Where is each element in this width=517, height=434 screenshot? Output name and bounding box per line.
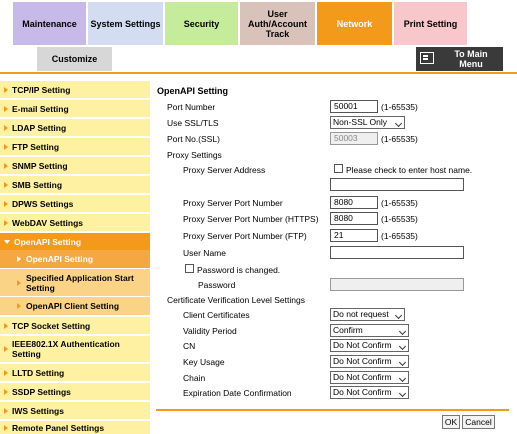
chevron-right-icon [17, 256, 21, 262]
sidebar-item-label: TCP/IP Setting [12, 84, 71, 95]
to-main-line1: To Main [454, 49, 488, 59]
chevron-down-icon [4, 240, 10, 244]
proxy-port-input[interactable]: 8080 [330, 196, 378, 209]
proxy-hostname-checkbox[interactable] [334, 164, 343, 173]
port-number-input[interactable]: 50001 [330, 100, 378, 113]
chevron-right-icon [4, 408, 8, 414]
proxy-port-https-label: Proxy Server Port Number (HTTPS) [183, 214, 319, 224]
tab-print-setting[interactable] [394, 2, 467, 45]
expiration-date-label: Expiration Date Confirmation [183, 388, 292, 398]
sidebar-item-webdav[interactable] [0, 214, 150, 231]
monitor-icon [420, 52, 434, 64]
tab-system-settings-label: System Settings [90, 18, 161, 29]
chevron-right-icon [4, 182, 8, 188]
tab-maintenance[interactable] [13, 2, 86, 45]
tab-user-auth-line2: Auth/Account [248, 18, 307, 29]
sidebar-item-smb[interactable] [0, 176, 150, 193]
password-changed-checkbox[interactable] [185, 264, 194, 273]
chain-select[interactable]: Do Not Confirm [330, 371, 409, 384]
tab-customize[interactable] [37, 47, 112, 71]
chevron-right-icon [4, 144, 8, 150]
proxy-port-https-range: (1-65535) [381, 214, 418, 224]
password-label: Password [198, 280, 236, 290]
chevron-right-icon [4, 163, 8, 169]
to-main-line2: Menu [459, 59, 483, 69]
chevron-right-icon [4, 323, 8, 329]
sidebar-item-dpws[interactable] [0, 195, 150, 212]
chevron-right-icon [4, 106, 8, 112]
validity-period-label: Validity Period [183, 326, 237, 336]
sidebar-item-label: WebDAV Settings [12, 217, 83, 228]
sidebar-item-ldap[interactable] [0, 119, 150, 136]
tab-security[interactable] [165, 2, 238, 45]
sidebar-item-specified-app-start[interactable] [0, 269, 150, 296]
to-main-menu-label [446, 49, 496, 69]
use-ssl-tls-label: Use SSL/TLS [167, 118, 219, 128]
key-usage-label: Key Usage [183, 357, 225, 367]
proxy-port-ftp-input[interactable]: 21 [330, 229, 378, 242]
chevron-right-icon [4, 370, 8, 376]
sidebar-item-label [26, 273, 134, 293]
tab-security-label: Security [183, 18, 220, 29]
proxy-server-address-input[interactable] [330, 178, 464, 191]
sidebar-item-label: TCP Socket Setting [12, 320, 91, 331]
sidebar-item-label: SMB Setting [12, 179, 63, 190]
main-panel [150, 77, 517, 434]
sidebar-item-tcpip[interactable] [0, 81, 150, 98]
proxy-port-https-input[interactable]: 8080 [330, 212, 378, 225]
sidebar-item-label: SNMP Setting [12, 160, 68, 171]
cert-verification-label: Certificate Verification Level Settings [167, 295, 305, 305]
tab-network[interactable] [317, 2, 392, 45]
chain-label: Chain [183, 373, 206, 383]
sidebar-item-openapi-client[interactable] [0, 297, 150, 315]
sidebar-item-ssdp[interactable] [0, 383, 150, 400]
tab-system-settings[interactable] [88, 2, 163, 45]
chevron-right-icon [4, 346, 8, 352]
sidebar-item-openapi-setting[interactable] [0, 250, 150, 268]
proxy-port-ftp-range: (1-65535) [381, 231, 418, 241]
proxy-port-range: (1-65535) [381, 198, 418, 208]
expiration-date-select[interactable]: Do Not Confirm [330, 386, 409, 399]
proxy-port-ftp-label: Proxy Server Port Number (FTP) [183, 231, 307, 241]
tab-maintenance-label: Maintenance [22, 18, 77, 29]
tab-network-label: Network [336, 18, 373, 29]
password-input[interactable] [330, 278, 464, 291]
sidebar-item-label: SSDP Settings [12, 386, 71, 397]
chevron-right-icon [4, 220, 8, 226]
port-ssl-input[interactable]: 50003 [330, 132, 378, 145]
port-ssl-label: Port No.(SSL) [167, 134, 220, 144]
sidebar-item-label: IWS Settings [12, 405, 64, 416]
sidebar-item-label-line1: IEEE802.1X Authentication [12, 339, 120, 349]
sidebar-item-openapi-setting-group[interactable] [0, 233, 150, 250]
sidebar-item-snmp[interactable] [0, 157, 150, 174]
sidebar-item-label: OpenAPI Setting [14, 236, 82, 247]
sidebar-item-label: OpenAPI Setting [26, 254, 94, 264]
sidebar-item-iws[interactable] [0, 402, 150, 419]
tab-customize-label: Customize [51, 54, 98, 64]
port-number-range: (1-65535) [381, 102, 418, 112]
page-title: OpenAPI Setting [157, 86, 229, 96]
chevron-right-icon [4, 125, 8, 131]
tab-user-auth-line1: User [267, 8, 288, 19]
tab-user-auth-line3: Track [265, 28, 290, 39]
sidebar-item-label: E-mail Setting [12, 103, 69, 114]
chevron-right-icon [4, 87, 8, 93]
chevron-right-icon [4, 389, 8, 395]
cn-label: CN [183, 341, 196, 351]
cancel-button[interactable]: Cancel [462, 415, 495, 429]
chevron-right-icon [4, 425, 8, 431]
chevron-right-icon [4, 201, 8, 207]
tab-user-auth-account-track[interactable] [240, 2, 315, 45]
user-name-input[interactable] [330, 246, 464, 259]
cn-select[interactable]: Do Not Confirm [330, 339, 409, 352]
sidebar-item-label: FTP Setting [12, 141, 60, 152]
use-ssl-tls-select[interactable]: Non-SSL Only [330, 116, 405, 129]
ok-button[interactable]: OK [442, 415, 460, 429]
sidebar-item-email[interactable] [0, 100, 150, 117]
to-main-menu-button[interactable] [416, 47, 503, 71]
proxy-server-address-label: Proxy Server Address [183, 165, 266, 175]
sidebar-item-lltd[interactable] [0, 364, 150, 381]
client-certificates-label: Client Certificates [183, 310, 250, 320]
sidebar-item-label [12, 339, 120, 359]
chevron-right-icon [17, 303, 21, 309]
sidebar-item-remote-panel[interactable] [0, 421, 150, 434]
sidebar-item-label: DPWS Settings [12, 198, 74, 209]
form-footer-divider [156, 409, 509, 411]
proxy-settings-label: Proxy Settings [167, 150, 222, 160]
header-divider [0, 72, 517, 74]
sidebar-item-label-line2: Setting [12, 349, 41, 359]
key-usage-select[interactable]: Do Not Confirm [330, 355, 409, 368]
chevron-right-icon [17, 280, 21, 286]
sidebar-item-label-line2: Setting [26, 282, 55, 293]
client-certificates-select[interactable]: Do not request [330, 308, 405, 321]
tab-print-setting-label: Print Setting [403, 18, 458, 29]
sidebar-item-tcp-socket[interactable] [0, 317, 150, 334]
sidebar-item-label: Remote Panel Settings [12, 423, 105, 433]
password-changed-label: Password is changed. [197, 265, 281, 275]
port-ssl-range: (1-65535) [381, 134, 418, 144]
sidebar-item-ftp[interactable] [0, 138, 150, 155]
sidebar-item-label: LDAP Setting [12, 122, 67, 133]
proxy-port-label: Proxy Server Port Number [183, 198, 283, 208]
user-name-label: User Name [183, 248, 226, 258]
port-number-label: Port Number [167, 102, 216, 112]
proxy-hostname-check-label: Please check to enter host name. [346, 165, 473, 175]
sidebar-item-label: LLTD Setting [12, 367, 65, 378]
tab-user-auth-label [248, 9, 307, 39]
sidebar-item-label-line1: Specified Application Start [26, 272, 134, 283]
validity-period-select[interactable]: Confirm [330, 324, 409, 337]
sidebar-item-ieee8021x[interactable] [0, 336, 150, 362]
sidebar-item-label: OpenAPI Client Setting [26, 301, 120, 311]
